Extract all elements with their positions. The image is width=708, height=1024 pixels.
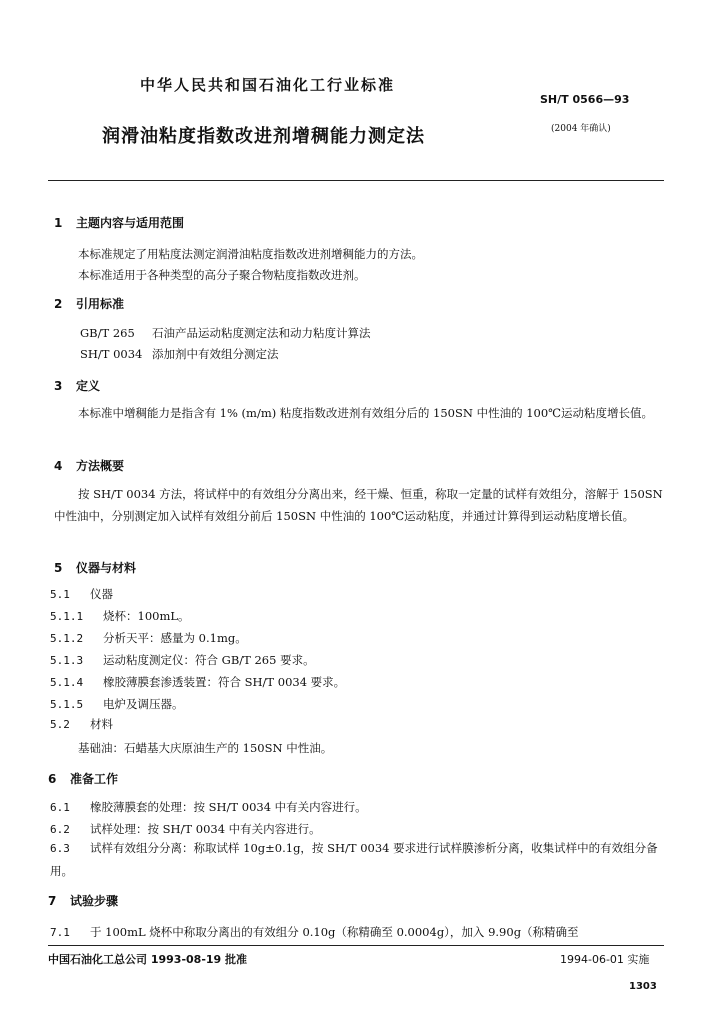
section-7-heading: 7 试验步骤 <box>48 894 119 908</box>
footer-rule <box>48 945 664 946</box>
item-6-3: 6.3 试样有效组分分离：称取试样 10g±0.1g，按 SH/T 0034 要求进行试样膜渗析分离，收集试样中的有效组分备用。 <box>50 841 658 878</box>
reference-2: SH/T 0034 添加剂中有效组分测定法 <box>80 347 279 361</box>
item-5-1-5: 5.1.5 电炉及调压器。 <box>50 697 184 711</box>
section-4-para: 按 SH/T 0034 方法，将试样中的有效组分分离出来，经干燥、恒重，称取一定量的试样有效组分，溶解于 150SN 中性油中，分别测定加入试样有效组分前后 150SN 中性油的 100℃运动粘度，并通过计算得到运动粘度增长值。 <box>54 487 663 523</box>
section-6-heading: 6 准备工作 <box>48 772 119 786</box>
item-6-2: 6.2 试样处理：按 SH/T 0034 中有关内容进行。 <box>50 822 321 836</box>
item-5-1-4: 5.1.4 橡胶薄膜套渗透装置：符合 SH/T 0034 要求。 <box>50 675 346 689</box>
section-4-heading: 4 方法概要 <box>54 459 125 473</box>
item-5-1-3: 5.1.3 运动粘度测定仪：符合 GB/T 265 要求。 <box>50 653 315 667</box>
confirmed-note: (2004 年确认) <box>551 124 611 134</box>
section-3-heading: 3 定义 <box>54 379 101 393</box>
subsection-5-2: 5.2 材料 <box>50 717 113 731</box>
section-3-para: 本标准中增稠能力是指含有 1% (m/m) 粘度指数改进剂有效组分后的 150SN 中性油的 100℃运动粘度增长值。 <box>78 406 654 420</box>
base-oil-material: 基础油：石蜡基大庆原油生产的 150SN 中性油。 <box>78 741 333 755</box>
header-rule <box>48 180 664 181</box>
industry-title: 中华人民共和国石油化工行业标准 <box>140 76 396 94</box>
doc-title: 润滑油粘度指数改进剂增稠能力测定法 <box>102 126 425 147</box>
section-1-heading: 1 主题内容与适用范围 <box>54 216 185 230</box>
approval-note: 中国石油化工总公司 1993-08-19 批准 <box>48 953 248 966</box>
section-5-heading: 5 仪器与材料 <box>54 561 137 575</box>
subsection-5-1: 5.1 仪器 <box>50 587 113 601</box>
item-7-1: 7.1 于 100mL 烧杯中称取分离出的有效组分 0.10g（称精确至 0.0004g），加入 9.90g（称精确至 <box>50 925 579 939</box>
section-1-para-2: 本标准适用于各种类型的高分子聚合物粘度指数改进剂。 <box>78 268 366 282</box>
implementation-date: 1994-06-01 实施 <box>560 953 650 966</box>
item-6-1: 6.1 橡胶薄膜套的处理：按 SH/T 0034 中有关内容进行。 <box>50 800 367 814</box>
page-number: 1303 <box>629 981 657 992</box>
standard-number: SH/T 0566—93 <box>540 93 630 106</box>
section-1-para-1: 本标准规定了用粘度法测定润滑油粘度指数改进剂增稠能力的方法。 <box>78 247 423 261</box>
section-2-heading: 2 引用标准 <box>54 297 125 311</box>
item-5-1-2: 5.1.2 分析天平：感量为 0.1mg。 <box>50 631 247 645</box>
reference-1: GB/T 265 石油产品运动粘度测定法和动力粘度计算法 <box>80 326 371 340</box>
item-5-1-1: 5.1.1 烧杯：100mL。 <box>50 609 190 623</box>
